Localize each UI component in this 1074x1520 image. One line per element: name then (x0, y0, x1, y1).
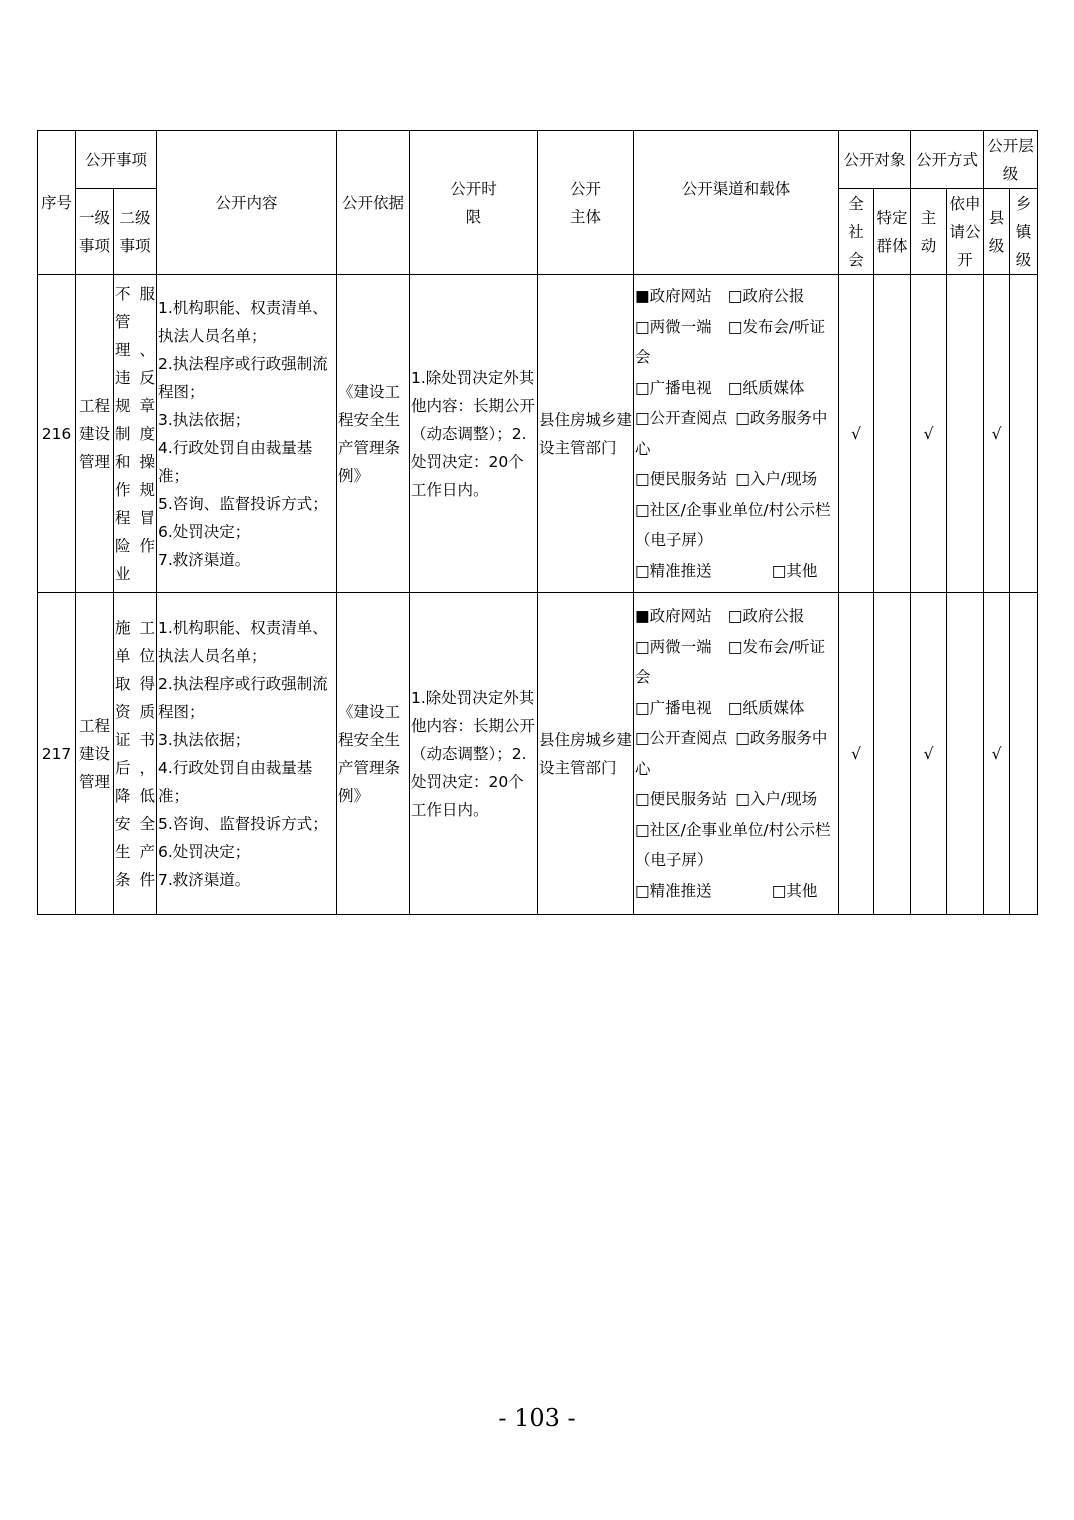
disclosure-table (37, 130, 1038, 915)
row-target-specific (874, 275, 911, 593)
checkbox-icon: □ (735, 470, 750, 488)
content-line: 6.处罚决定； (158, 522, 251, 541)
channel-option: 纸质媒体 (742, 698, 805, 717)
header-method: 公开方式 (911, 131, 984, 189)
checkbox-icon: □ (735, 729, 750, 747)
checkbox-icon: □ (635, 637, 650, 656)
channel-option: 精准推送 (649, 561, 712, 580)
header-content: 公开内容 (157, 131, 337, 275)
channel-option: 公开查阅点 (649, 409, 728, 427)
checkbox-icon: □ (735, 790, 750, 808)
channel-option: 两微一端 (649, 317, 712, 336)
row-level-county: √ (984, 593, 1010, 915)
header-target-all: 全社会 (839, 189, 874, 275)
row-basis: 《建设工程安全生产管理条例》 (337, 275, 410, 593)
row-content (157, 275, 337, 593)
channel-option: 入户/现场 (749, 790, 818, 808)
header-subject: 公开主体 (538, 131, 634, 275)
row-method-active: √ (911, 593, 947, 915)
row-level-town (1010, 275, 1038, 593)
row-method-request (947, 275, 984, 593)
row-method-request (947, 593, 984, 915)
header-seq: 序号 (38, 131, 76, 275)
checkbox-icon: □ (727, 287, 743, 305)
header-matters: 公开事项 (76, 131, 157, 189)
table-row (38, 275, 1038, 593)
checkbox-icon: □ (635, 790, 650, 808)
channel-option: 政府公报 (742, 287, 805, 305)
row-target-all: √ (839, 275, 874, 593)
channel-option: 社区/企事业单位/村公示栏（电子屏） (635, 820, 831, 869)
row-channel (634, 275, 839, 593)
checkbox-icon: □ (635, 561, 650, 580)
header-method-active: 主动 (911, 189, 947, 275)
channel-option: 便民服务站 (649, 470, 728, 488)
checkbox-icon: □ (727, 378, 743, 397)
checkbox-icon: □ (771, 561, 787, 580)
row-content (157, 593, 337, 915)
header-level2: 二级事项 (114, 189, 157, 275)
content-line: 7.救济渠道。 (158, 870, 251, 889)
header-time-limit: 公开时限 (410, 131, 538, 275)
row-level-county: √ (984, 275, 1010, 593)
channel-option: 其他 (786, 881, 818, 900)
row-time-limit: 1.除处罚决定外其他内容：长期公开（动态调整）；2.处罚决定：20个工作日内。 (410, 593, 538, 915)
channel-option: 精准推送 (649, 881, 712, 900)
row-target-all: √ (839, 593, 874, 915)
checkbox-icon: □ (635, 409, 650, 427)
header-level-town: 乡镇级 (1010, 189, 1038, 275)
content-line: 5.咨询、监督投诉方式； (158, 494, 328, 513)
row-channel (634, 593, 839, 915)
row-level1: 工程建设管理 (76, 275, 114, 593)
row-level1: 工程建设管理 (76, 593, 114, 915)
checkbox-icon: □ (635, 881, 650, 900)
channel-option: 广播电视 (649, 378, 712, 397)
page-number: - 103 - (498, 1404, 576, 1432)
table-row (38, 593, 1038, 915)
header-method-request: 依申请公开 (947, 189, 984, 275)
checkbox-icon: □ (727, 637, 743, 656)
checkbox-icon: □ (635, 317, 650, 336)
content-line: 7.救济渠道。 (158, 550, 251, 569)
checkbox-icon: □ (635, 470, 650, 488)
checkbox-icon: □ (635, 378, 650, 397)
channel-option: 公开查阅点 (649, 729, 728, 747)
content-line: 1.机构职能、权责清单、执法人员名单； (158, 298, 328, 345)
row-method-active: √ (911, 275, 947, 593)
checkbox-icon: □ (771, 881, 787, 900)
channel-option: 发布会/听证会 (635, 317, 826, 366)
header-channel: 公开渠道和载体 (634, 131, 839, 275)
header-level: 公开层级 (984, 131, 1038, 189)
channel-option: 广播电视 (649, 698, 712, 717)
checkbox-icon: □ (635, 698, 650, 717)
content-line: 2.执法程序或行政强制流程图； (158, 354, 328, 401)
row-level2: 不服管理、违反规章制度和操作规程冒险作业 (114, 275, 157, 593)
header-row-1 (38, 131, 1038, 189)
content-line: 3.执法依据； (158, 730, 251, 749)
row-subject: 县住房城乡建设主管部门 (538, 275, 634, 593)
channel-option: 社区/企事业单位/村公示栏（电子屏） (635, 500, 831, 549)
row-target-specific (874, 593, 911, 915)
checkbox-icon: □ (635, 500, 650, 519)
checkbox-checked-icon: ■ (635, 287, 650, 305)
header-level-county: 县级 (984, 189, 1010, 275)
checkbox-icon: □ (727, 698, 743, 717)
row-level-town (1010, 593, 1038, 915)
row-seq: 217 (38, 593, 76, 915)
row-basis: 《建设工程安全生产管理条例》 (337, 593, 410, 915)
content-line: 5.咨询、监督投诉方式； (158, 814, 328, 833)
channel-option: 其他 (786, 561, 818, 580)
checkbox-icon: □ (735, 409, 750, 427)
channel-option: 政府网站 (649, 287, 712, 305)
channel-option: 政府网站 (649, 607, 712, 625)
header-target-specific: 特定群体 (874, 189, 911, 275)
checkbox-icon: □ (635, 820, 650, 839)
channel-option: 两微一端 (649, 637, 712, 656)
header-basis: 公开依据 (337, 131, 410, 275)
header-target: 公开对象 (839, 131, 911, 189)
channel-option: 纸质媒体 (742, 378, 805, 397)
checkbox-icon: □ (727, 607, 743, 625)
row-subject: 县住房城乡建设主管部门 (538, 593, 634, 915)
channel-option: 政府公报 (742, 607, 805, 625)
header-level1: 一级事项 (76, 189, 114, 275)
checkbox-checked-icon: ■ (635, 607, 650, 625)
channel-option: 政务服务中心 (635, 729, 828, 778)
channel-option: 入户/现场 (749, 470, 818, 488)
channel-option: 政务服务中心 (635, 409, 828, 458)
checkbox-icon: □ (635, 729, 650, 747)
checkbox-icon: □ (727, 317, 743, 336)
row-level2: 施工单位取得资质证书后，降低安全生产条件 (114, 593, 157, 915)
content-line: 4.行政处罚自由裁量基准； (158, 758, 313, 805)
row-seq: 216 (38, 275, 76, 593)
row-time-limit: 1.除处罚决定外其他内容：长期公开（动态调整）；2.处罚决定：20个工作日内。 (410, 275, 538, 593)
channel-option: 便民服务站 (649, 790, 728, 808)
content-line: 2.执法程序或行政强制流程图； (158, 674, 328, 721)
content-line: 4.行政处罚自由裁量基准； (158, 438, 313, 485)
channel-option: 发布会/听证会 (635, 637, 826, 686)
content-line: 1.机构职能、权责清单、执法人员名单； (158, 618, 328, 665)
content-line: 3.执法依据； (158, 410, 251, 429)
content-line: 6.处罚决定； (158, 842, 251, 861)
